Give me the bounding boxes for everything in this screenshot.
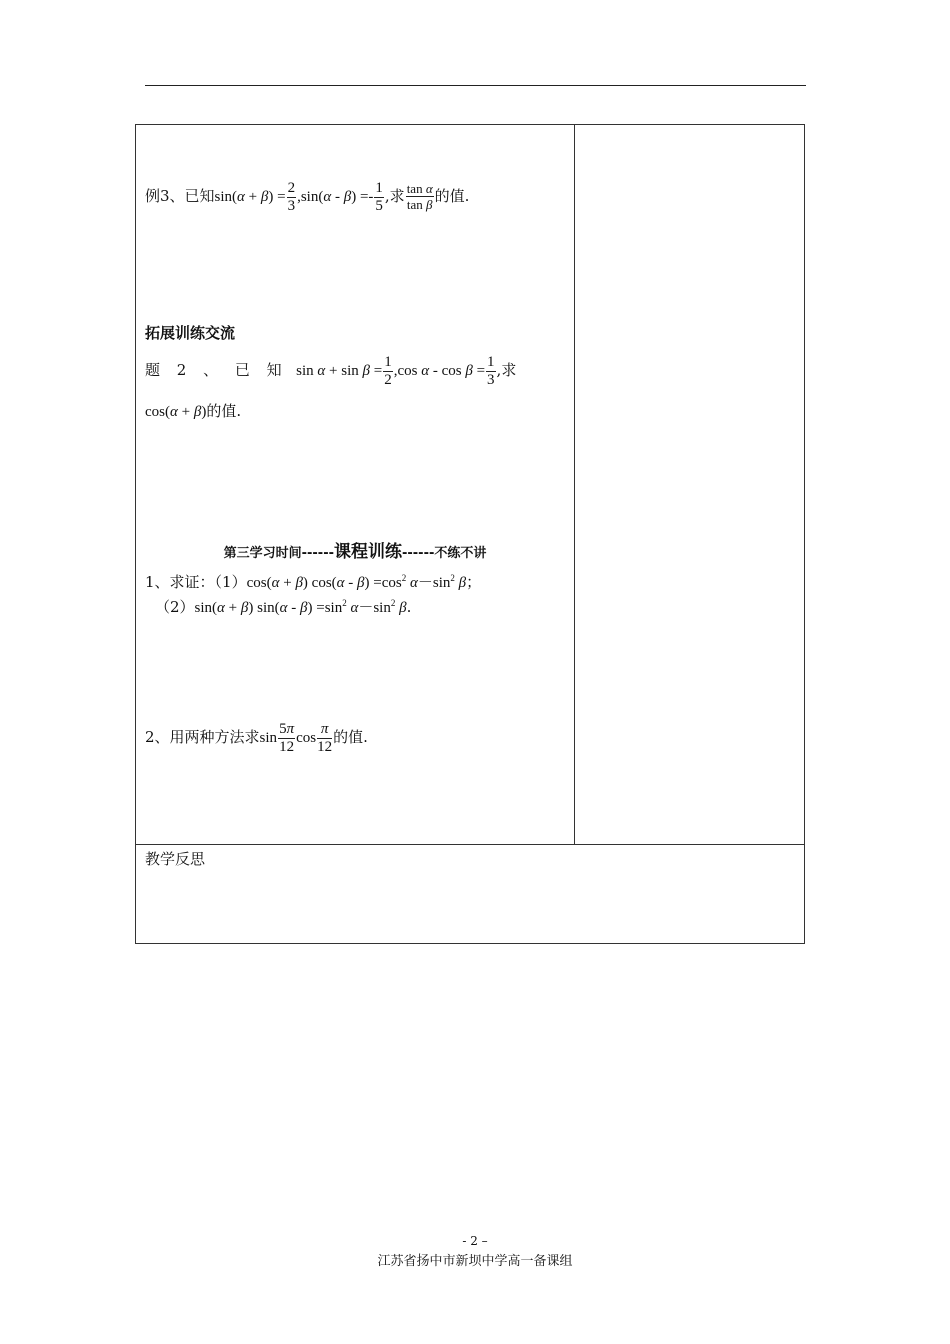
exercise-2-end: 的值. xyxy=(333,727,368,746)
teaching-reflection-label: 教学反思 xyxy=(145,850,206,868)
header-rule xyxy=(145,85,806,86)
exercise-1-label: 1、求证：（1） xyxy=(145,573,247,591)
question-2-label: 题 2 、 已 知 xyxy=(145,360,288,379)
exercise-1-formula-1: cos(α + β) $\cos(\alpha - \beta) =\cos^2$ $\alpha-\sin^2$ β xyxy=(246,573,467,591)
section-3-heading-left: 第三学习时间------ xyxy=(223,546,334,561)
example-3-label: 例3、已知 xyxy=(145,186,215,205)
column-divider xyxy=(574,124,575,844)
expansion-heading: 拓展训练交流 xyxy=(145,324,236,342)
exercise-1-formula-2: sin(α + β) $\sin(\alpha - \beta) =\sin^2$ $\alpha-\sin^2$ β xyxy=(194,598,407,616)
page-number: - 2 – xyxy=(462,1234,488,1248)
question-2-ask: ,求 xyxy=(496,360,517,379)
question-2-end: 的值. xyxy=(206,402,242,420)
example-3-end: 的值. xyxy=(434,186,470,205)
section-3-heading-right: ------不练不讲 xyxy=(402,546,487,561)
example-3-ask: ,求 xyxy=(384,186,405,205)
exercise-2-formula: sin $\frac{5\pi}{12}$ cos $\frac{\pi}{12}$ xyxy=(259,721,333,755)
section-3-heading xyxy=(135,537,575,562)
question-2-target: cos(α + β) xyxy=(145,404,207,420)
row-divider xyxy=(135,844,805,845)
lesson-table xyxy=(135,124,805,944)
section-3-heading-main: 课程训练 xyxy=(334,542,402,562)
exercise-2 xyxy=(145,721,368,756)
question-2-formula: sin α + sin β = $\frac{1}{2}$ ,cos α - cos β = $\frac{1}{3}$ xyxy=(292,354,495,388)
tan-ratio: $\frac{\text{tan α}}{\text{tan β}}$ xyxy=(406,181,433,213)
exercise-2-label: 2、用两种方法求 xyxy=(145,727,260,746)
exercise-1-period: . xyxy=(406,598,412,616)
exercise-1-semicolon: ； xyxy=(466,573,482,591)
footer-org: 江苏省扬中市新坝中学高一备课组 xyxy=(377,1254,573,1269)
question-2 xyxy=(145,354,516,389)
exercise-1-part-1 xyxy=(145,569,481,592)
exercise-1-part-2 xyxy=(155,594,411,617)
example-3-formula: sin(α + β) = $\frac{2}{3}$ ,sin(α - β) =- $\frac{1}{5}$ xyxy=(214,180,383,214)
example-3 xyxy=(145,180,469,215)
exercise-1-part-2-label: （2） xyxy=(155,598,195,616)
question-2-line2 xyxy=(145,402,241,421)
